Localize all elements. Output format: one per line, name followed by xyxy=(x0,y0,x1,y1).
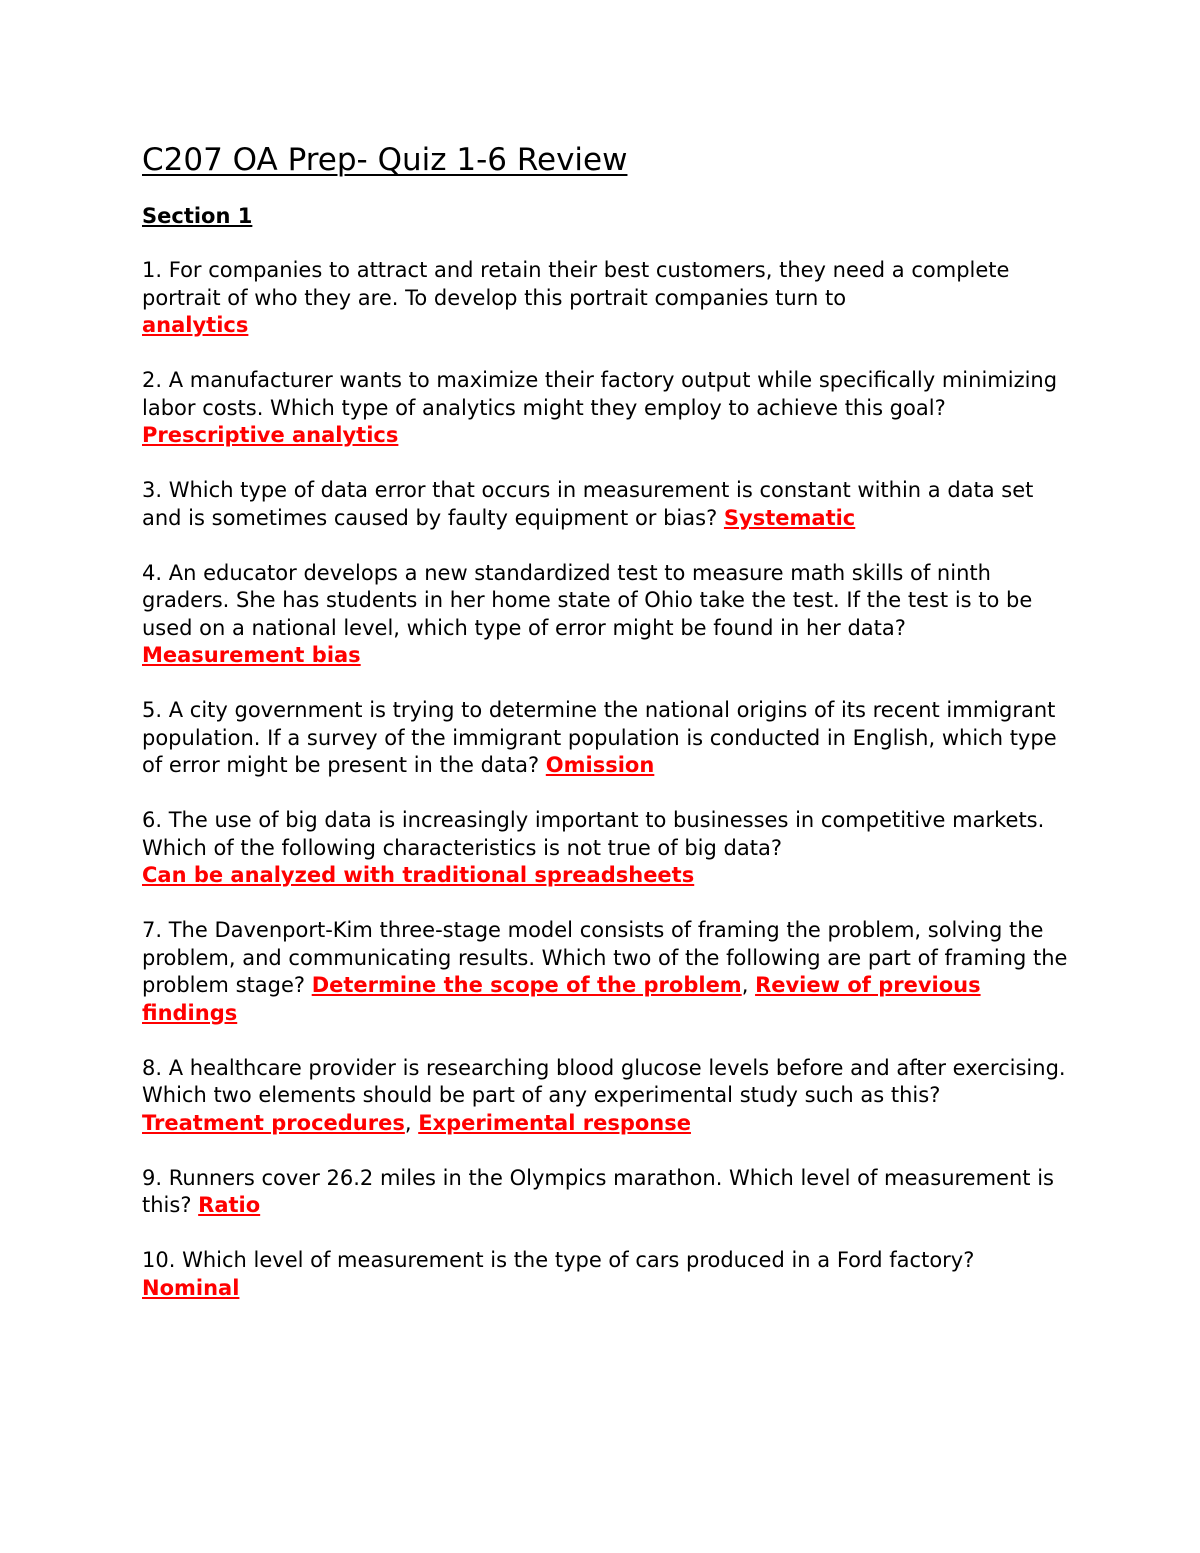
answer-text: Nominal xyxy=(142,1275,240,1300)
question-item xyxy=(142,477,1072,532)
answer-text: analytics xyxy=(142,313,249,337)
question-number: 6. xyxy=(142,808,163,832)
question-number: 10. xyxy=(142,1248,176,1272)
answer-text: Review of previous findings xyxy=(142,973,981,1025)
answer-text: Ratio xyxy=(198,1193,261,1217)
answer-text: Determine the scope of the problem xyxy=(311,973,742,997)
question-item: 8. A healthcare provider is researching blood glucose levels before and after exercising. Which two elements should be part of any experimental study such as this? Treatment procedures, Experimental response xyxy=(142,1055,1066,1135)
question-text: Which level of measurement is the type of cars produced in a Ford factory? xyxy=(182,1248,975,1272)
question-text: A manufacturer wants to maximize their factory output while specifically minimizing labor costs. Which type of analytics might they employ to achieve this goal? xyxy=(142,368,1058,420)
answer-text: Omission xyxy=(545,753,655,777)
question-number: 7. xyxy=(142,918,163,942)
question-text: A healthcare provider is researching blood glucose levels before and after exercising. Which two elements should be part of any experimental study such as this? xyxy=(142,1055,1066,1107)
question-number: 5. xyxy=(142,698,163,722)
document-title: C207 OA Prep- Quiz 1-6 Review xyxy=(142,142,628,178)
question-number: 9. xyxy=(142,1165,163,1190)
section-heading: Section 1 xyxy=(142,204,253,228)
question-text: For companies to attract and retain their best customers, they need a complete portrait of who they are. To develop this portrait companies turn to xyxy=(142,258,1010,310)
question-text: Which type of data error that occurs in measurement is constant within a data set and is sometimes caused by faulty equipment or bias? xyxy=(142,478,1034,530)
question-text: An educator develops a new standardized test to measure math skills of ninth graders. She has students in her home state of Ohio take the test. If the test is to be used on a national level, which type of error might be found in her data? xyxy=(142,560,1033,640)
document-content xyxy=(142,140,1072,1330)
question-item xyxy=(142,560,1072,670)
answer-text: Prescriptive analytics xyxy=(142,423,399,447)
question-number: 4. xyxy=(142,560,163,585)
question-item xyxy=(142,697,1072,780)
question-text: A city government is trying to determine the national origins of its recent immigrant population. If a survey of the immigrant population is conducted in English, which type of error might be present in the data? xyxy=(142,698,1057,777)
question-number: 2. xyxy=(142,368,163,392)
question-list xyxy=(142,257,1072,1302)
answer-text: Treatment procedures xyxy=(142,1110,405,1135)
answer-text: Measurement bias xyxy=(142,643,361,667)
question-item xyxy=(142,257,1072,340)
answer-text: Systematic xyxy=(723,505,856,530)
question-number: 3. xyxy=(142,478,163,502)
answer-text: Experimental response xyxy=(418,1110,691,1135)
question-text: Runners cover 26.2 miles in the Olympics marathon. Which level of measurement is this? xyxy=(142,1165,1054,1217)
question-item xyxy=(142,1247,1072,1302)
question-text: The use of big data is increasingly important to businesses in competitive markets. Which of the following characteristics is not true of big data? xyxy=(142,808,1045,860)
question-number: 1. xyxy=(142,258,163,282)
question-number: 8. xyxy=(142,1055,163,1080)
answer-text: Can be analyzed with traditional spreadsheets xyxy=(142,863,695,887)
question-item xyxy=(142,1165,1072,1220)
question-text: The Davenport-Kim three-stage model consists of framing the problem, solving the problem, and communicating results. Which two of the following are part of framing the problem stage? xyxy=(142,918,1068,997)
question-item: 7. The Davenport-Kim three-stage model consists of framing the problem, solving the problem, and communicating results. Which two of the following are part of framing the problem stage? Determine the scope of the problem, Review of previous findings xyxy=(142,918,1068,1025)
question-item xyxy=(142,807,1072,890)
question-item xyxy=(142,367,1072,450)
